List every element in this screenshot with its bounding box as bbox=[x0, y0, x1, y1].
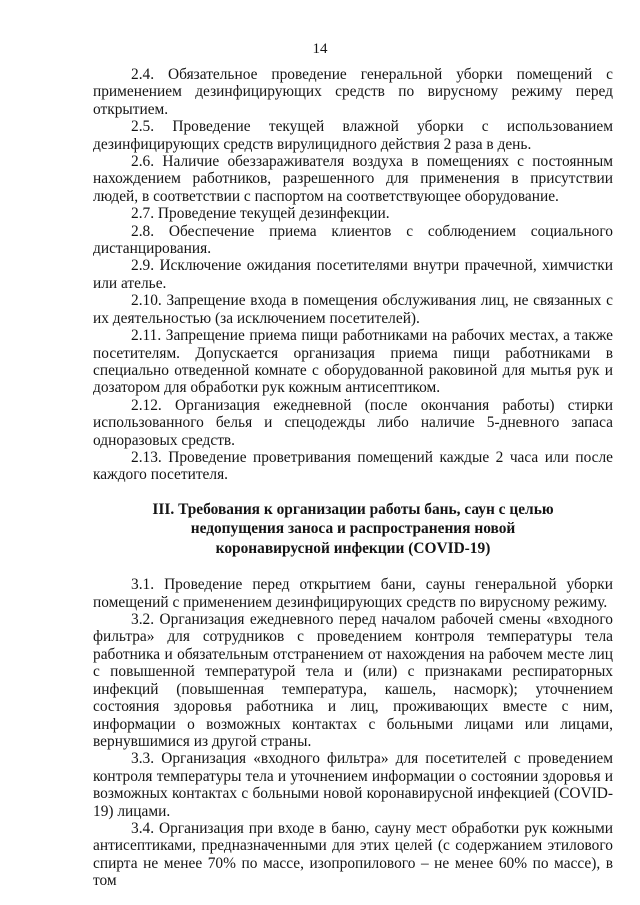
list-item: 2.13. Проведение проветривания помещений каждые 2 часа или после каждого посетителя. bbox=[93, 448, 613, 484]
list-item: 2.8. Обеспечение приема клиентов с соблюдением социального дистанцирования. bbox=[93, 222, 613, 258]
list-item: 2.11. Запрещение приема пищи работниками на рабочих местах, а также посетителям. Допускается организация приема пищи работниками в специально отведенной комнате с оборудованной раковиной для мытья рук и дозатором для обработки рук кожным антисептиком. bbox=[93, 327, 613, 397]
list-item: 2.6. Наличие обеззараживателя воздуха в помещениях с постоянным нахождением работников, разрешенного для применения в присутствии людей, в соответствии с паспортом на соответствующее оборудование. bbox=[93, 153, 613, 205]
list-item: 2.12. Организация ежедневной (после окончания работы) стирки использованного белья и спецодежды либо наличие 5-дневного запаса одноразовых средств. bbox=[93, 396, 613, 449]
list-item: 3.2. Организация ежедневного перед началом рабочей смены «входного фильтра» для сотрудников с проведением контроля температуры тела работника и обязательным отстранением от нахождения на рабочем месте лиц с повышенной температурой тела и (или) с признаками респираторных инфекций (повышенная температура, кашель, насморк); уточнением состояния здоровья работника и лиц, проживающих вместе с ним, информации о возможных контактах с больными лицами или лицами, вернувшимися из другой страны. bbox=[93, 611, 613, 750]
list-item: 2.9. Исключение ожидания посетителями внутри прачечной, химчистки или ателье. bbox=[93, 257, 613, 292]
list-item: 2.5. Проведение текущей влажной уборки с использованием дезинфицирующих средств вирулицидного действия 2 раза в день. bbox=[93, 118, 613, 153]
list-item: 3.4. Организация при входе в баню, сауну мест обработки рук кожными антисептиками, предназначенными для этих целей (с содержанием этилового спирта не менее 70% по массе, изопропилового – не менее 60% по массе), в том bbox=[93, 819, 613, 890]
section-heading: III. Требования к организации работы бань, саун с целью недопущения заноса и распространения новой коронавирусной инфекции (COVID-19) bbox=[152, 500, 554, 557]
list-item: 2.7. Проведение текущей дезинфекции. bbox=[131, 205, 390, 223]
list-item: 3.3. Организация «входного фильтра» для посетителей с проведением контроля температуры тела и уточнением информации о состоянии здоровья и возможных контактах с больными новой коронавирусной инфекцией (COVID-19) лицами. bbox=[93, 750, 613, 820]
document-body bbox=[93, 66, 613, 890]
list-item: 2.4. Обязательное проведение генеральной уборки помещений с применением дезинфицирующих средств по вирусному режиму перед открытием. bbox=[93, 66, 613, 118]
page-number: 14 bbox=[312, 41, 328, 57]
list-item: 2.10. Запрещение входа в помещения обслуживания лиц, не связанных с их деятельностью (за исключением посетителей). bbox=[93, 292, 613, 327]
list-item: 3.1. Проведение перед открытием бани, сауны генеральной уборки помещений с применением дезинфицирующих средств по вирусному режиму. bbox=[93, 576, 613, 611]
